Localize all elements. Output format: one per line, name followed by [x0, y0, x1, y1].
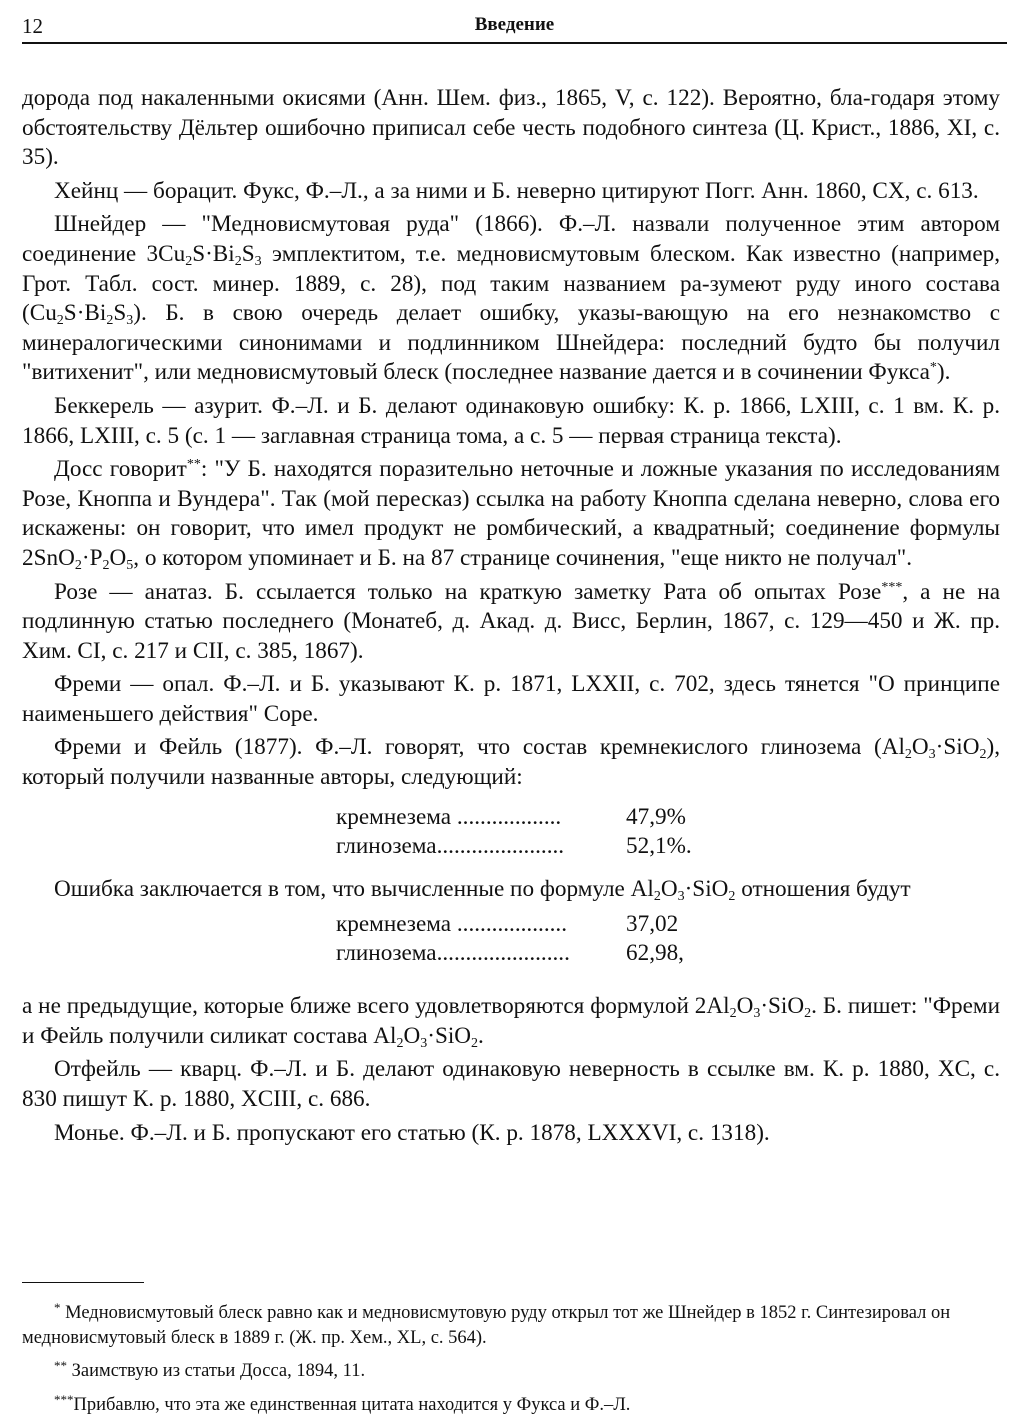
component-value: 62,98,	[626, 940, 684, 967]
footnote-ref[interactable]: *	[929, 360, 937, 376]
footnote-text: Прибавлю, что эта же единственная цитата находится у Фукса и Ф.–Л.	[73, 1394, 631, 1415]
paragraph: а не предыдущие, которые ближе всего удовлетворяются формулой $2Al_2O_3\cdot SiO_2$. Б. пишет: "Фреми и Фейль получили силикат состава $Al_2O_3\cdot SiO_2$.	[22, 993, 1000, 1051]
body-text	[22, 84, 1000, 1152]
composition-table-calculated	[336, 910, 1000, 968]
paragraph: Фреми и Фейль (1877). Ф.–Л. говорят, что состав кремнекислого глинозема $(Al_2O_3\cdot SiO_2)$, который получили названные авторы, следующий:	[22, 734, 1000, 791]
chemical-formula: $2SnO_2\cdot P_2O_5$	[22, 544, 134, 573]
paragraph: Ошибка заключается в том, что вычисленные по формуле $Al_2O_3\cdot SiO_2$ отношения будут	[54, 875, 911, 904]
page-number: 12	[22, 14, 43, 38]
footnote-text: Медновисмутовый блеск равно как и медновисмутовую руду открыл тот же Шнейдер в 1852 г. Синтезировал он медновисмутовый блеск в 1889 г. (Ж. пр. Хем., XL, с. 564).	[22, 1303, 951, 1348]
component-value: 52,1%.	[626, 832, 692, 859]
component-label: глинозема.......................	[336, 940, 570, 967]
table-row	[336, 939, 1000, 968]
footnote	[22, 1388, 1000, 1418]
paragraph: Шнейдер — "Медновисмутовая руда" (1866). Ф.–Л. назвали полученное этим автором соединение $3Cu_2S\cdot Bi_2S_3$ эмплектитом, т.е. медновисмутовым блеском. Как известно (например, Грот. Табл. сост. минер. 1889, с. 28), под таким названием ра-зумеют руду иного состава $(Cu_2S\cdot Bi_2S_3)$. Б. в свою очередь делает ошибку, указы-вающую на его незнакомство с минералогическими синонимами и подлинником Шнейдера: последний будто бы получил "витихенит", или медновисмутовый блеск (последнее название дается и в сочинении Фукса*).	[22, 211, 1000, 386]
table-row	[336, 910, 1000, 939]
footnote	[22, 1296, 1000, 1350]
composition-table-reported	[336, 803, 1000, 861]
paragraph: Досс говорит**: "У Б. находятся поразительно неточные и ложные указания по исследованиям Розе, Кноппа и Вундера". Так (мой пересказ) ссылка на работу Кноппа сделана неверно, слова его искажены: он говорит, что имел продукт не ромбический, а квадратный; соединение формулы $2SnO_2\cdot P_2O_5$, о котором упоминает и Б. на 87 странице сочинения, "еще никто не получал".	[22, 456, 1000, 573]
footnote-ref[interactable]: ***	[881, 579, 903, 595]
chemical-formula: $Al_2O_3\cdot SiO_2$	[881, 734, 987, 763]
paragraph: Отфейль — кварц. Ф.–Л. и Б. делают одинаковую неверность в ссылке вм. К. р. 1880, XC, с. 830 пишут К. р. 1880, XCIII, с. 686.	[22, 1056, 1000, 1113]
chemical-formula: $2Al_2O_3\cdot SiO_2$	[694, 993, 812, 1022]
component-value: 47,9%	[626, 803, 686, 830]
footnotes	[22, 1296, 1000, 1421]
paragraph: Фреми — опал. Ф.–Л. и Б. указывают К. р. 1871, LXXII, с. 702, здесь тянется "О принципе наименьшего действия" Cope.	[22, 671, 1000, 727]
footnote-divider	[22, 1282, 144, 1283]
paragraph: Беккерель — азурит. Ф.–Л. и Б. делают одинаковую ошибку: К. р. 1866, LXIII, с. 1 вм. К. р. 1866, LXIII, с. 5 (с. 1 — заглавная страница тома, а с. 5 — первая страница текста).	[22, 392, 1000, 449]
paragraph: дорода под накаленными окисями (Анн. Шем. физ., 1865, V, с. 122). Вероятно, бла-годаря этому обстоятельству Дёльтер ошибочно приписал себе честь подобного синтеза (Ц. Крист., 1886, XI, с. 35).	[22, 85, 1000, 171]
footnote-mark: ***	[54, 1391, 74, 1407]
table-row	[336, 832, 1000, 861]
paragraph: Розе — анатаз. Б. ссылается только на краткую заметку Рата об опытах Розе***, а не на подлинную статью последнего (Монатеб, д. Акад. д. Висс, Берлин, 1867, с. 129—450 и Ж. пр. Хим. CI, с. 217 и CII, с. 385, 1867).	[22, 578, 1000, 664]
chemical-formula: $Al_2O_3\cdot SiO_2$	[373, 1022, 479, 1051]
running-title: Введение	[474, 14, 555, 35]
footnote-mark: *	[54, 1300, 61, 1315]
component-label: кремнезема ...................	[336, 911, 568, 938]
paragraph: Хейнц — борацит. Фукс, Ф.–Л., а за ними и Б. неверно цитируют Погг. Анн. 1860, CX, с. 613.	[54, 177, 979, 204]
chemical-formula: $Al_2O_3\cdot SiO_2$	[630, 875, 736, 904]
footnote-ref[interactable]: **	[186, 457, 201, 473]
chemical-formula: $3Cu_2S\cdot Bi_2S_3$	[146, 240, 262, 269]
component-label: глинозема......................	[336, 832, 565, 859]
footnote	[22, 1354, 1000, 1384]
component-value: 37,02	[626, 911, 679, 938]
running-head	[22, 10, 1007, 44]
paragraph: Монье. Ф.–Л. и Б. пропускают его статью (К. р. 1878, LXXXVI, с. 1318).	[54, 1119, 770, 1146]
chemical-formula: $Cu_2S\cdot Bi_2S_3$	[29, 300, 134, 329]
footnote-mark: **	[54, 1358, 67, 1373]
table-row	[336, 803, 1000, 832]
component-label: кремнезема ..................	[336, 803, 562, 830]
footnote-text: Заимствую из статьи Досса, 1894, 11.	[67, 1361, 366, 1381]
